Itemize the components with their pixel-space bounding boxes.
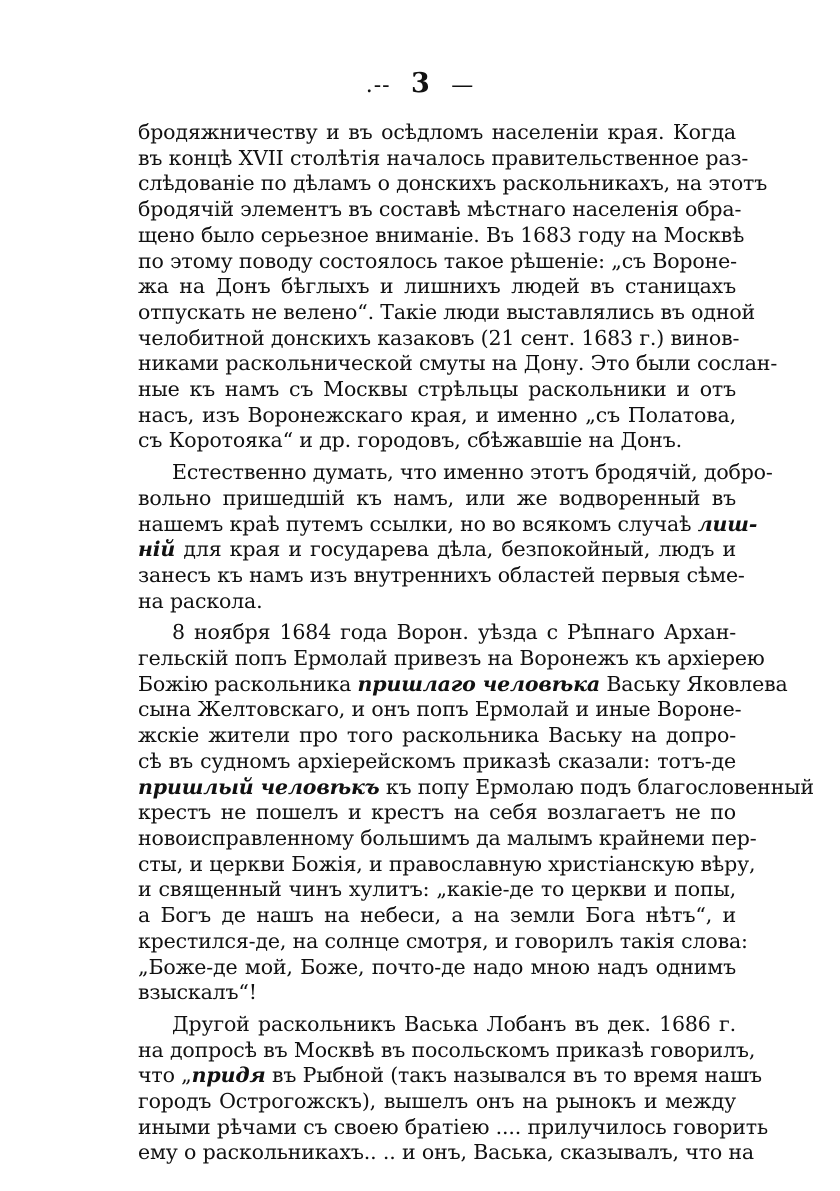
header-left-mark: .-- bbox=[365, 73, 391, 98]
text-line: Естественно думать, что именно этотъ бродячій, добро- bbox=[172, 460, 773, 485]
text-line bbox=[138, 1063, 762, 1089]
text-line: слѣдованіе по дѣламъ о донскихъ раскольникахъ, на этотъ bbox=[138, 171, 768, 196]
text-line: вольно пришедшій къ намъ, или же водворенный въ bbox=[138, 485, 736, 510]
paragraph-4 bbox=[138, 1011, 768, 1166]
text-line: ему о раскольникахъ.. .. и онъ, Васька, сказывалъ, что на bbox=[138, 1140, 754, 1165]
text-line: щено было серьезное вниманіе. Въ 1683 году на Москвѣ bbox=[138, 222, 745, 247]
text-line bbox=[138, 511, 758, 538]
text-line bbox=[138, 774, 814, 801]
text-fragment: нашемъ краѣ путемъ ссылки, но во всякомъ случаѣ bbox=[138, 511, 698, 536]
italic-fragment: ній bbox=[138, 537, 176, 562]
text-fragment: въ Рыбной (такъ назывался въ то время нашъ bbox=[265, 1063, 762, 1088]
text-line: и священный чинъ хулитъ: „какіе-де то церкви и попы, bbox=[138, 877, 736, 902]
text-line: иными рѣчами съ своею братіею .... прилучилось говорить bbox=[138, 1114, 768, 1139]
body-text bbox=[138, 120, 814, 1172]
text-fragment: Ваську Яковлева bbox=[599, 671, 788, 696]
italic-fragment: лиш- bbox=[697, 511, 758, 536]
text-line: на раскола. bbox=[138, 588, 263, 613]
text-line: новоисправленному большимъ да малымъ крайнеми пер- bbox=[138, 825, 757, 850]
text-line: на допросѣ въ Москвѣ въ посольскомъ приказѣ говорилъ, bbox=[138, 1037, 756, 1062]
italic-fragment: придя bbox=[191, 1063, 266, 1088]
text-line: взыскалъ“! bbox=[138, 980, 257, 1005]
text-fragment: Божію раскольника bbox=[138, 671, 358, 696]
text-line: челобитной донскихъ казаковъ (21 сент. 1683 г.) винов- bbox=[138, 325, 740, 350]
text-line bbox=[138, 537, 736, 563]
text-line: по этому поводу состоялось такое рѣшеніе: „съ Вороне- bbox=[138, 248, 737, 273]
paragraph-2 bbox=[138, 460, 773, 614]
text-line: насъ, изъ Воронежскаго края, и именно „съ Полатова, bbox=[138, 402, 736, 427]
text-line: Другой раскольникъ Васька Лобанъ въ дек. 1686 г. bbox=[172, 1011, 736, 1036]
text-line: бродяжничеству и въ осѣдломъ населеніи края. Когда bbox=[138, 120, 736, 144]
page-header bbox=[0, 68, 840, 99]
text-line: занесъ къ намъ изъ внутреннихъ областей первыя сѣме- bbox=[138, 562, 745, 587]
text-line: бродячій элементъ въ составѣ мѣстнаго населенія обра- bbox=[138, 197, 742, 222]
text-line: ные къ намъ съ Москвы стрѣльцы раскольники и отъ bbox=[138, 377, 736, 402]
text-line: жа на Донъ бѣглыхъ и лишнихъ людей въ станицахъ bbox=[138, 274, 736, 299]
italic-fragment: пришлый человѣкъ bbox=[138, 774, 380, 799]
text-fragment: къ попу Ермолаю подъ благословенный bbox=[379, 774, 814, 799]
text-line: „Боже-де мой, Боже, почто-де надо мною надъ однимъ bbox=[138, 954, 736, 979]
text-fragment: что „ bbox=[138, 1063, 192, 1088]
page-number: 3 bbox=[411, 68, 431, 99]
text-line: съ Коротояка“ и др. городовъ, сбѣжавшіе на Донъ. bbox=[138, 428, 682, 453]
text-line: отпускать не велено“. Такіе люди выставлялись въ одной bbox=[138, 299, 756, 324]
text-line: крестъ не пошелъ и крестъ на себя возлагаетъ не по bbox=[138, 800, 736, 825]
text-fragment: для края и государева дѣла, безпокойный, людъ и bbox=[175, 537, 736, 562]
text-line: сѣ въ судномъ архіерейскомъ приказѣ сказали: тотъ-де bbox=[138, 748, 736, 773]
text-line: жскіе жители про того раскольника Ваську на допро- bbox=[138, 723, 736, 748]
text-line: 8 ноября 1684 года Ворон. уѣзда с Рѣпнаго Архан- bbox=[172, 620, 736, 645]
text-line: гельскій попъ Ермолай привезъ на Воронежъ къ архіерею bbox=[138, 646, 765, 671]
text-line: никами раскольнической смуты на Дону. Это были сослан- bbox=[138, 351, 778, 376]
text-line: а Богъ де нашъ на небеси, а на земли Бога нѣтъ“, и bbox=[138, 903, 736, 928]
text-line: городъ Острогожскъ), вышелъ онъ на рынокъ и между bbox=[138, 1089, 736, 1114]
paragraph-3 bbox=[138, 620, 814, 1006]
text-line: сты, и церкви Божія, и православную христіанскую вѣру, bbox=[138, 851, 756, 876]
paragraph-1 bbox=[138, 120, 778, 454]
text-line bbox=[138, 671, 788, 698]
text-line: сына Желтовскаго, и онъ попъ Ермолай и иные Вороне- bbox=[138, 697, 742, 722]
text-line: въ концѣ XVII столѣтія началось правительственное раз- bbox=[138, 145, 749, 170]
header-right-mark: — bbox=[451, 73, 475, 98]
text-line: крестился-де, на солнце смотря, и говорилъ такія слова: bbox=[138, 928, 748, 953]
italic-fragment: пришлаго человѣка bbox=[357, 671, 600, 696]
